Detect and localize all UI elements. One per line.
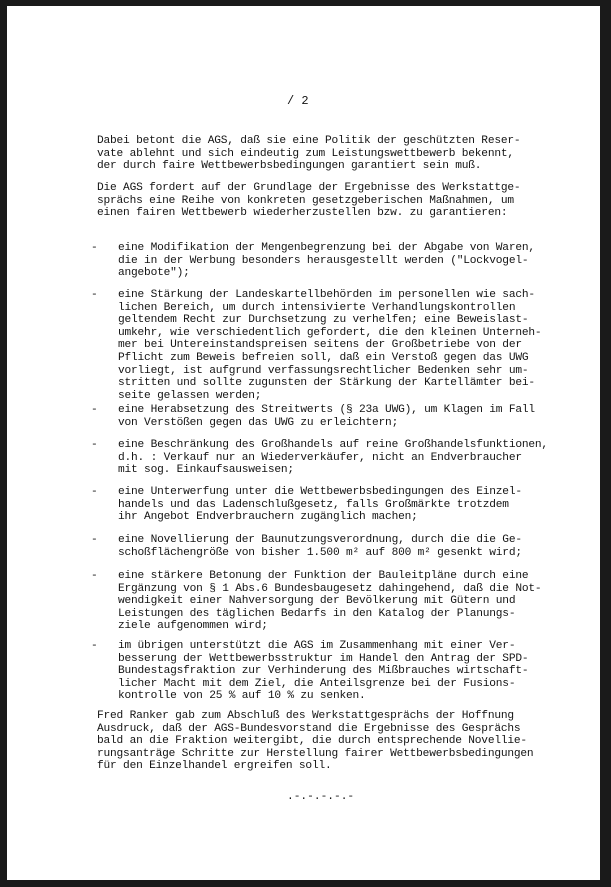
- bullet-marker: -: [91, 439, 98, 451]
- document-page: [7, 6, 600, 880]
- bullet-text: im übrigen unterstützt die AGS im Zusammenhang mit einer Ver- besserung der Wettbewerbsstruktur im Handel den Antrag der SPD- Bundestagsfraktion zur Verhinderung des Mißbrauches wirtschaft- licher Macht mit dem Ziel, die Anteilsgrenze bei der Fusions- kontrolle von 25 % auf 10 % zu senken.: [118, 640, 529, 703]
- end-mark: .-.-.-.-.-: [287, 791, 355, 803]
- bullet-marker: -: [91, 289, 98, 301]
- bullet-text: eine Novellierung der Baunutzungsverordnung, durch die die Ge- schoßflächengröße von bisher 1.500 m² auf 800 m² gesenkt wird;: [118, 534, 522, 559]
- bullet-text: eine Beschränkung des Großhandels auf reine Großhandelsfunktionen, d.h. : Verkauf nur an Wiederverkäufer, nicht an Endverbraucher mit sog. Einkaufsausweisen;: [118, 439, 548, 477]
- demands-paragraph: Die AGS fordert auf der Grundlage der Ergebnisse des Werkstattge- sprächs eine Reihe von konkreten gesetzgeberischen Maßnahmen, um einen fairen Wettbewerb wiederherzustellen bzw. zu garantieren:: [97, 182, 521, 220]
- closing-paragraph: Fred Ranker gab zum Abschluß des Werkstattgesprächs der Hoffnung Ausdruck, daß der AGS-Bundesvorstand die Ergebnisse des Gesprächs bald an die Fraktion weitergibt, die durch entsprechende Novellie- rungsanträge Schritte zur Herstellung fairer Wettbewerbsbedingungen für den Einzelhandel ergreifen soll.: [97, 710, 534, 773]
- bullet-marker: -: [91, 640, 98, 652]
- bullet-text: eine Herabsetzung des Streitwerts (§ 23a UWG), um Klagen im Fall von Verstößen gegen das UWG zu erleichtern;: [118, 404, 535, 429]
- bullet-marker: -: [91, 570, 98, 582]
- bullet-marker: -: [91, 534, 98, 546]
- bullet-text: eine stärkere Betonung der Funktion der Bauleitpläne durch eine Ergänzung von § 1 Abs.6 Bundesbaugesetz dahingehend, daß die Not- wendigkeit einer Nahversorgung der Bevölkerung mit Gütern und Leistungen des täglichen Bedarfs in den Katalog der Planungs- ziele aufgenommen wird;: [118, 570, 542, 633]
- bullet-text: eine Unterwerfung unter die Wettbewerbsbedingungen des Einzel- handels und das Ladenschlußgesetz, falls Großmärkte trotzdem ihr Angebot Endverbrauchern zugänglich machen;: [118, 486, 522, 524]
- bullet-marker: -: [91, 404, 98, 416]
- intro-paragraph: Dabei betont die AGS, daß sie eine Politik der geschützten Reser- vate ablehnt und sich eindeutig zum Leistungswettbewerb bekennt, der durch faire Wettbewerbsbedingungen garantiert sein muß.: [97, 135, 521, 173]
- bullet-marker: -: [91, 486, 98, 498]
- bullet-text: eine Stärkung der Landeskartellbehörden im personellen wie sach- lichen Bereich, um durch intensivierte Verhandlungskontrollen geltendem Recht zur Durchsetzung zu verhelfen; eine Beweislast- umkehr, wie verschiedentlich gefordert, die den kleinen Unterneh- mer bei Untereinstandspreisen seitens der Großbetriebe von der Pflicht zum Beweis befreien soll, daß ein Verstoß gegen das UWG vorliegt, ist aufgrund verfassungsrechtlicher Bedenken sehr um- stritten und sollte zugunsten der Stärkung der Kartellämter bei- seite gelassen werden;: [118, 289, 542, 402]
- page-number: / 2: [287, 94, 309, 108]
- bullet-text: eine Modifikation der Mengenbegrenzung bei der Abgabe von Waren, die in der Werbung besonders herausgestellt werden ("Lockvogel- angebote");: [118, 242, 535, 280]
- bullet-marker: -: [91, 242, 98, 254]
